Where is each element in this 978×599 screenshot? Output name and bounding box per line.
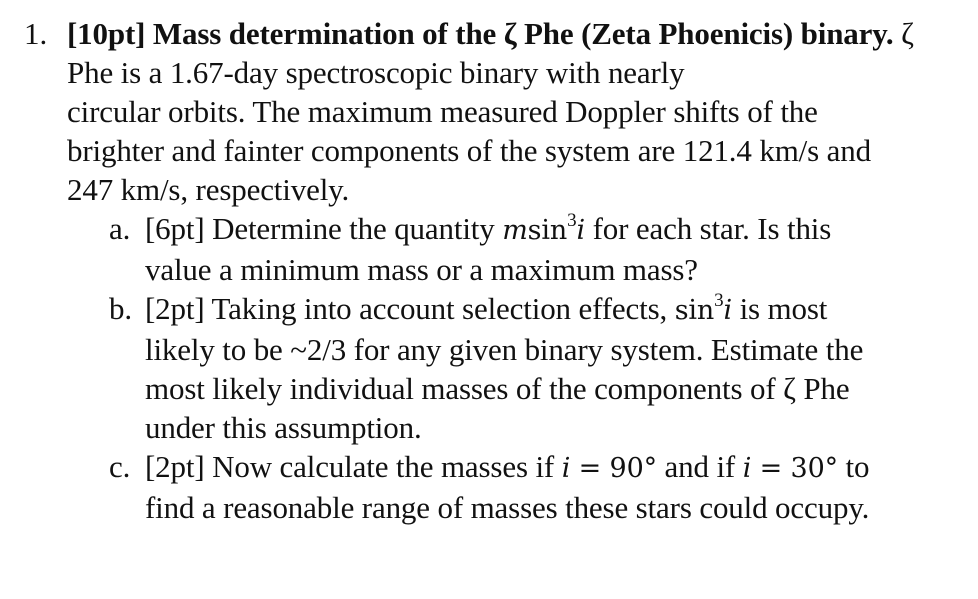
part-b-math-exponent: 3 [714, 290, 724, 311]
subparts-list [109, 209, 959, 527]
intro-line-3: brighter and fainter components of the system are 121.4 km/s and [67, 133, 871, 168]
part-a-math-sin: sin [527, 215, 568, 246]
part-b-line-2: likely to be ~2/3 for any given binary system. Estimate the [145, 332, 864, 367]
problem-body [67, 14, 964, 209]
part-c-text-end: to [837, 449, 870, 484]
part-b-math-i: i [723, 295, 732, 326]
part-a-line-2: value a minimum mass or a maximum mass? [145, 252, 698, 287]
part-c-line-2: find a reasonable range of masses these stars could occupy. [145, 490, 870, 525]
part-c-eq1-var: i [561, 453, 571, 484]
part-c-eq2-var: i [742, 453, 752, 484]
part-a-math-i: i [576, 215, 585, 246]
part-a-math-m: m [502, 215, 528, 246]
problem-title: [10pt] Mass determination of the ζ Phe (Zeta Phoenicis) binary. [67, 16, 894, 51]
part-a [109, 209, 959, 289]
part-b [109, 289, 959, 447]
part-a-text-start: [6pt] Determine the quantity [145, 211, 503, 246]
part-a-math-exponent: 3 [567, 210, 577, 231]
part-a-text-end: for each star. Is this [584, 211, 832, 246]
part-b-text-end: is most [731, 291, 828, 326]
part-c-text-start: [2pt] Now calculate the masses if [145, 449, 562, 484]
part-b-line-4: under this assumption. [145, 410, 422, 445]
part-c [109, 447, 959, 527]
part-c-eq2-value: = 30° [751, 453, 838, 484]
part-b-line-3: most likely individual masses of the components of ζ Phe [145, 371, 850, 406]
part-a-label: a. [109, 211, 131, 246]
part-c-mid-text: and if [656, 449, 743, 484]
intro-line-4: 247 km/s, respectively. [67, 172, 350, 207]
intro-line-1: ζ Phe is a 1.67-day spectroscopic binary with nearly [67, 16, 914, 90]
intro-line-2: circular orbits. The maximum measured Doppler shifts of the [67, 94, 818, 129]
part-b-text-start: [2pt] Taking into account selection effects, [145, 291, 675, 326]
problem-1 [24, 14, 964, 527]
part-b-label: b. [109, 291, 132, 326]
problem-number: 1. [24, 16, 48, 51]
part-c-eq1-value: = 90° [570, 453, 657, 484]
part-b-math-sin: sin [674, 295, 715, 326]
part-c-label: c. [109, 449, 131, 484]
